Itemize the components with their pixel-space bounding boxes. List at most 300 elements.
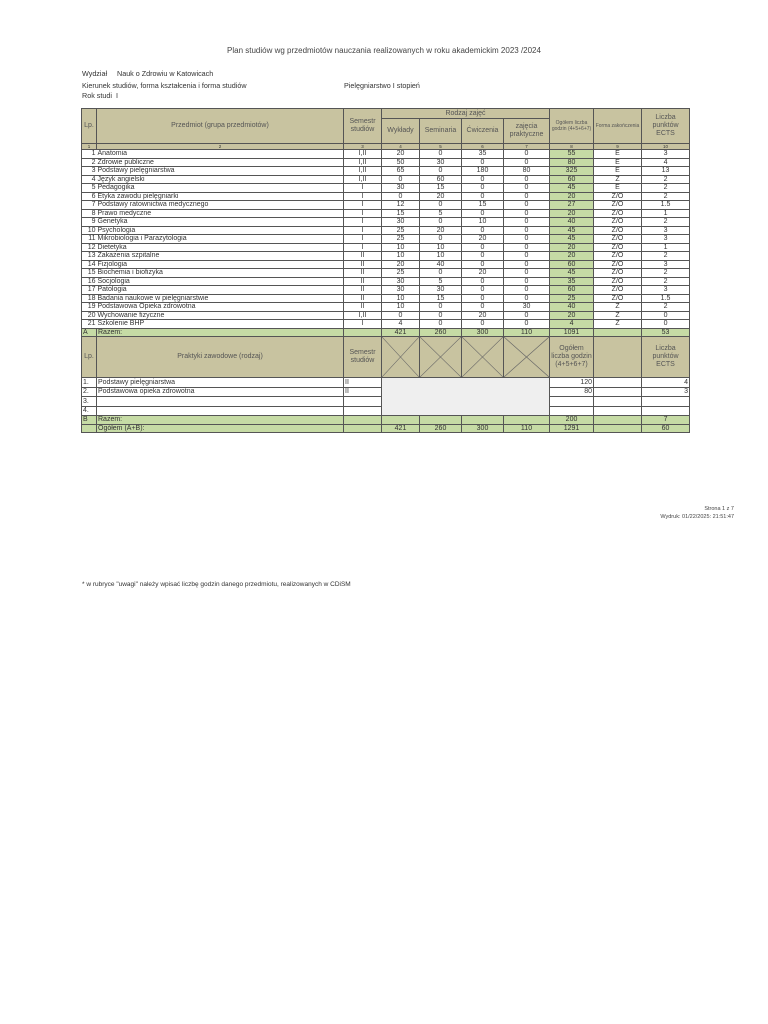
row-practical: 0 xyxy=(504,243,550,252)
row-form: Z/O xyxy=(594,209,642,218)
row-semester: II xyxy=(344,286,382,295)
row-form: Z/O xyxy=(594,269,642,278)
row-ects: 2 xyxy=(642,277,690,286)
row-subject: Genetyka xyxy=(97,218,344,227)
row-lp: 17 xyxy=(82,286,97,295)
row-lectures: 20 xyxy=(382,260,420,269)
row-practical: 0 xyxy=(504,311,550,320)
row-form: Z/O xyxy=(594,252,642,261)
row-subject: Prawo medyczne xyxy=(97,209,344,218)
row-lp: 5 xyxy=(82,184,97,193)
table-row xyxy=(82,294,690,303)
row-total-hours: 27 xyxy=(550,201,594,210)
grand-total-lectures: 421 xyxy=(382,424,420,433)
col-header-semester: Semestr studiów xyxy=(344,109,382,144)
row-lectures: 25 xyxy=(382,226,420,235)
row-subject: Szkolenie BHP xyxy=(97,320,344,329)
table-row xyxy=(82,311,690,320)
sum-b-empty xyxy=(382,416,420,425)
grand-total-lp xyxy=(82,424,97,433)
table-row xyxy=(82,218,690,227)
table-row xyxy=(82,260,690,269)
row-lectures: 25 xyxy=(382,269,420,278)
row-semester: I xyxy=(344,209,382,218)
sum-b-total-hours: 200 xyxy=(550,416,594,425)
row-ects: 0 xyxy=(642,311,690,320)
grand-total-practical: 110 xyxy=(504,424,550,433)
row-form: Z/O xyxy=(594,226,642,235)
row-ects: 0 xyxy=(642,320,690,329)
row-semester: I xyxy=(344,235,382,244)
practice-row xyxy=(82,378,690,388)
row-form: Z/O xyxy=(594,286,642,295)
row-practical: 0 xyxy=(504,201,550,210)
row-subject: Anatomia xyxy=(97,150,344,159)
column-number: 6 xyxy=(462,144,504,150)
row-ects: 3 xyxy=(642,226,690,235)
row-total-hours: 40 xyxy=(550,303,594,312)
row-subject: Wychowanie fizyczne xyxy=(97,311,344,320)
row-subject: Badania naukowe w pielęgniarstwie xyxy=(97,294,344,303)
table-row xyxy=(82,201,690,210)
faculty-label: Wydział xyxy=(82,69,108,78)
row-lp: 3 xyxy=(82,167,97,176)
row-lectures: 30 xyxy=(382,184,420,193)
row-seminars: 0 xyxy=(420,320,462,329)
row-practical: 30 xyxy=(504,303,550,312)
row-lp: 12 xyxy=(82,243,97,252)
row-semester: I xyxy=(344,243,382,252)
table-row xyxy=(82,167,690,176)
row-practical: 0 xyxy=(504,192,550,201)
grand-total-semester xyxy=(344,424,382,433)
row-lectures: 50 xyxy=(382,158,420,167)
row-lectures: 0 xyxy=(382,175,420,184)
row-seminars: 5 xyxy=(420,277,462,286)
column-number: 4 xyxy=(382,144,420,150)
row-form: Z xyxy=(594,311,642,320)
row-ects: 1.5 xyxy=(642,201,690,210)
row-seminars: 0 xyxy=(420,201,462,210)
practice-semester xyxy=(344,397,382,407)
row-lectures: 0 xyxy=(382,311,420,320)
sum-a-total-hours: 1091 xyxy=(550,328,594,337)
row-lp: 21 xyxy=(82,320,97,329)
row-lectures: 30 xyxy=(382,218,420,227)
row-semester: I,II xyxy=(344,150,382,159)
cross-mark-icon xyxy=(420,337,461,377)
sum-a-lectures: 421 xyxy=(382,328,420,337)
row-total-hours: 45 xyxy=(550,235,594,244)
faculty-line xyxy=(82,69,213,78)
row-semester: I,II xyxy=(344,158,382,167)
row-form: Z/O xyxy=(594,201,642,210)
table-row xyxy=(82,226,690,235)
sum-row-a xyxy=(82,328,690,337)
row-exercises: 20 xyxy=(462,311,504,320)
row-total-hours: 325 xyxy=(550,167,594,176)
row-ects: 3 xyxy=(642,260,690,269)
table-row xyxy=(82,235,690,244)
row-total-hours: 45 xyxy=(550,226,594,235)
practice-ects: 4 xyxy=(642,378,690,388)
table-row xyxy=(82,209,690,218)
practice-semester: II xyxy=(344,387,382,397)
document-title: Plan studiów wg przedmiotów nauczania realizowanych w roku akademickim 2023 /2024 xyxy=(227,46,541,55)
row-seminars: 60 xyxy=(420,175,462,184)
printout-timestamp: Wydruk: 01/22/2025: 21:51:47 xyxy=(660,514,734,520)
practice-total-hours: 120 xyxy=(550,378,594,388)
row-semester: I xyxy=(344,184,382,193)
column-number: 10 xyxy=(642,144,690,150)
col-header-lp: Lp. xyxy=(82,109,97,144)
practice-form xyxy=(594,387,642,397)
row-ects: 2 xyxy=(642,303,690,312)
row-seminars: 0 xyxy=(420,218,462,227)
row-lp: 16 xyxy=(82,277,97,286)
row-subject: Patologia xyxy=(97,286,344,295)
row-total-hours: 45 xyxy=(550,269,594,278)
row-total-hours: 60 xyxy=(550,286,594,295)
row-lectures: 10 xyxy=(382,243,420,252)
row-semester: I xyxy=(344,218,382,227)
row-practical: 0 xyxy=(504,320,550,329)
row-lp: 15 xyxy=(82,269,97,278)
row-exercises: 0 xyxy=(462,286,504,295)
row-ects: 2 xyxy=(642,184,690,193)
sum-a-form xyxy=(594,328,642,337)
faculty-value: Nauk o Zdrowiu w Katowicach xyxy=(117,69,214,78)
table-row xyxy=(82,150,690,159)
row-ects: 1 xyxy=(642,209,690,218)
row-exercises: 20 xyxy=(462,269,504,278)
table-row xyxy=(82,252,690,261)
table-row xyxy=(82,192,690,201)
row-semester: II xyxy=(344,252,382,261)
row-semester: I,II xyxy=(344,311,382,320)
column-number: 9 xyxy=(594,144,642,150)
sum-b-form xyxy=(594,416,642,425)
row-subject: Psychologia xyxy=(97,226,344,235)
row-exercises: 0 xyxy=(462,158,504,167)
row-ects: 2 xyxy=(642,269,690,278)
practice-lp: 4. xyxy=(82,406,97,416)
row-semester: I xyxy=(344,192,382,201)
row-practical: 0 xyxy=(504,184,550,193)
row-ects: 1 xyxy=(642,243,690,252)
practice-ects xyxy=(642,397,690,407)
practice-total-hours xyxy=(550,406,594,416)
grand-total-label: Ogółem (A+B): xyxy=(97,424,344,433)
sum-b-empty xyxy=(504,416,550,425)
row-lectures: 25 xyxy=(382,235,420,244)
table-row xyxy=(82,184,690,193)
row-form: E xyxy=(594,150,642,159)
practice-form xyxy=(594,406,642,416)
practice-ects xyxy=(642,406,690,416)
row-total-hours: 20 xyxy=(550,252,594,261)
row-seminars: 20 xyxy=(420,226,462,235)
cross-mark-icon xyxy=(382,337,419,377)
row-semester: II xyxy=(344,303,382,312)
row-form: Z/O xyxy=(594,218,642,227)
cross-mark-icon xyxy=(462,337,503,377)
row-lp: 9 xyxy=(82,218,97,227)
sum-a-ects: 53 xyxy=(642,328,690,337)
row-exercises: 0 xyxy=(462,303,504,312)
practice-header-semester: Semestr studiów xyxy=(344,337,382,378)
row-semester: I,II xyxy=(344,167,382,176)
row-ects: 2 xyxy=(642,218,690,227)
practice-lp: 1. xyxy=(82,378,97,388)
row-subject: Fizjologia xyxy=(97,260,344,269)
row-lp: 8 xyxy=(82,209,97,218)
study-plan-table xyxy=(81,108,690,433)
row-practical: 0 xyxy=(504,218,550,227)
row-form: Z/O xyxy=(594,243,642,252)
grand-total-form xyxy=(594,424,642,433)
practice-header-form xyxy=(594,337,642,378)
row-total-hours: 20 xyxy=(550,311,594,320)
year-value: I xyxy=(116,91,118,100)
sum-b-empty xyxy=(344,416,382,425)
row-semester: II xyxy=(344,294,382,303)
table-row xyxy=(82,277,690,286)
row-seminars: 30 xyxy=(420,286,462,295)
row-lectures: 30 xyxy=(382,277,420,286)
row-subject: Podstawy ratownictwa medycznego xyxy=(97,201,344,210)
row-seminars: 0 xyxy=(420,150,462,159)
row-semester: I xyxy=(344,320,382,329)
col-header-subject: Przedmiot (grupa przedmiotów) xyxy=(97,109,344,144)
footnote: * w rubryce "uwagi" należy wpisać liczbę godzin danego przedmiotu, realizowanych w CDiSM xyxy=(82,581,351,588)
direction-line xyxy=(82,81,420,90)
row-seminars: 10 xyxy=(420,243,462,252)
row-ects: 1.5 xyxy=(642,294,690,303)
row-exercises: 0 xyxy=(462,252,504,261)
row-seminars: 0 xyxy=(420,311,462,320)
practice-header-total-hours: Ogółem liczba godzin (4+5+6+7) xyxy=(550,337,594,378)
row-subject: Pedagogika xyxy=(97,184,344,193)
row-form: Z/O xyxy=(594,294,642,303)
row-total-hours: 20 xyxy=(550,243,594,252)
row-lp: 20 xyxy=(82,311,97,320)
row-lp: 10 xyxy=(82,226,97,235)
row-total-hours: 20 xyxy=(550,209,594,218)
row-practical: 0 xyxy=(504,277,550,286)
row-exercises: 0 xyxy=(462,294,504,303)
row-subject: Socjologia xyxy=(97,277,344,286)
table-row xyxy=(82,286,690,295)
row-subject: Dietetyka xyxy=(97,243,344,252)
row-form: Z xyxy=(594,320,642,329)
practice-total-hours: 80 xyxy=(550,387,594,397)
row-lectures: 65 xyxy=(382,167,420,176)
row-total-hours: 25 xyxy=(550,294,594,303)
practice-lp: 3. xyxy=(82,397,97,407)
row-lp: 18 xyxy=(82,294,97,303)
row-exercises: 0 xyxy=(462,260,504,269)
row-lectures: 10 xyxy=(382,294,420,303)
col-header-lectures: Wykłady xyxy=(382,119,420,144)
row-lp: 1 xyxy=(82,150,97,159)
row-form: Z xyxy=(594,303,642,312)
sum-a-seminars: 260 xyxy=(420,328,462,337)
row-form: E xyxy=(594,167,642,176)
row-total-hours: 80 xyxy=(550,158,594,167)
row-form: Z/O xyxy=(594,235,642,244)
col-header-exercises: Ćwiczenia xyxy=(462,119,504,144)
column-number: 7 xyxy=(504,144,550,150)
row-seminars: 20 xyxy=(420,192,462,201)
row-lp: 19 xyxy=(82,303,97,312)
row-lectures: 10 xyxy=(382,252,420,261)
row-ects: 13 xyxy=(642,167,690,176)
column-number: 3 xyxy=(344,144,382,150)
sum-a-exercises: 300 xyxy=(462,328,504,337)
row-exercises: 180 xyxy=(462,167,504,176)
practice-form xyxy=(594,397,642,407)
practice-empty-block xyxy=(382,378,550,416)
row-seminars: 40 xyxy=(420,260,462,269)
row-ects: 2 xyxy=(642,192,690,201)
sum-b-lp: B xyxy=(82,416,97,425)
practice-lp: 2. xyxy=(82,387,97,397)
table-row xyxy=(82,175,690,184)
row-semester: I xyxy=(344,201,382,210)
practice-semester xyxy=(344,406,382,416)
practice-subject xyxy=(97,397,344,407)
practice-header-row xyxy=(82,337,690,378)
row-total-hours: 40 xyxy=(550,218,594,227)
table-row xyxy=(82,269,690,278)
year-line xyxy=(82,91,118,100)
col-header-kind: Rodzaj zajęć xyxy=(382,109,550,119)
row-ects: 3 xyxy=(642,150,690,159)
row-exercises: 0 xyxy=(462,175,504,184)
sum-b-ects: 7 xyxy=(642,416,690,425)
row-lp: 7 xyxy=(82,201,97,210)
row-lectures: 0 xyxy=(382,192,420,201)
crossed-out-cell xyxy=(462,337,504,378)
column-number: 1 xyxy=(82,144,97,150)
col-header-practical: zajęcia praktyczne xyxy=(504,119,550,144)
row-subject: Język angielski xyxy=(97,175,344,184)
row-lp: 6 xyxy=(82,192,97,201)
year-label: Rok studi xyxy=(82,91,112,100)
sum-b-label: Razem: xyxy=(97,416,344,425)
crossed-out-cell xyxy=(504,337,550,378)
practice-header-subject: Praktyki zawodowe (rodzaj) xyxy=(97,337,344,378)
col-header-ects: Liczba punktów ECTS xyxy=(642,109,690,144)
row-total-hours: 20 xyxy=(550,192,594,201)
grand-total-ects: 60 xyxy=(642,424,690,433)
practice-subject xyxy=(97,406,344,416)
cross-mark-icon xyxy=(504,337,549,377)
sum-a-label: Razem: xyxy=(97,328,344,337)
row-seminars: 0 xyxy=(420,167,462,176)
table-row xyxy=(82,320,690,329)
row-practical: 0 xyxy=(504,235,550,244)
row-subject: Biochemia i biofizyka xyxy=(97,269,344,278)
row-form: Z xyxy=(594,175,642,184)
row-practical: 0 xyxy=(504,294,550,303)
row-lp: 13 xyxy=(82,252,97,261)
table-row xyxy=(82,158,690,167)
practice-form xyxy=(594,378,642,388)
row-practical: 0 xyxy=(504,226,550,235)
row-practical: 0 xyxy=(504,286,550,295)
row-form: E xyxy=(594,158,642,167)
row-practical: 0 xyxy=(504,175,550,184)
row-lectures: 30 xyxy=(382,286,420,295)
practice-subject: Podstawy pielęgniarstwa xyxy=(97,378,344,388)
grand-total-hours: 1291 xyxy=(550,424,594,433)
row-lp: 14 xyxy=(82,260,97,269)
row-subject: Zdrowie publiczne xyxy=(97,158,344,167)
row-exercises: 0 xyxy=(462,320,504,329)
practice-ects: 3 xyxy=(642,387,690,397)
row-lectures: 20 xyxy=(382,150,420,159)
column-number: 2 xyxy=(97,144,344,150)
sum-a-practical: 110 xyxy=(504,328,550,337)
sum-a-lp: A xyxy=(82,328,97,337)
row-seminars: 0 xyxy=(420,303,462,312)
row-semester: II xyxy=(344,260,382,269)
row-form: E xyxy=(594,184,642,193)
row-subject: Etyka zawodu pielęgniarki xyxy=(97,192,344,201)
row-lectures: 4 xyxy=(382,320,420,329)
col-header-seminars: Seminaria xyxy=(420,119,462,144)
row-exercises: 0 xyxy=(462,226,504,235)
row-practical: 0 xyxy=(504,260,550,269)
row-ects: 2 xyxy=(642,252,690,261)
grand-total-exercises: 300 xyxy=(462,424,504,433)
page-info: Strona 1 z 7 xyxy=(704,506,734,512)
header-row-1 xyxy=(82,109,690,119)
row-ects: 2 xyxy=(642,175,690,184)
practice-total-hours xyxy=(550,397,594,407)
row-seminars: 15 xyxy=(420,294,462,303)
practice-semester: II xyxy=(344,378,382,388)
row-lectures: 15 xyxy=(382,209,420,218)
row-seminars: 0 xyxy=(420,235,462,244)
row-exercises: 35 xyxy=(462,150,504,159)
row-practical: 80 xyxy=(504,167,550,176)
row-seminars: 10 xyxy=(420,252,462,261)
sum-b-empty xyxy=(462,416,504,425)
row-semester: I xyxy=(344,226,382,235)
row-total-hours: 4 xyxy=(550,320,594,329)
crossed-out-cell xyxy=(382,337,420,378)
row-ects: 4 xyxy=(642,158,690,167)
row-lectures: 12 xyxy=(382,201,420,210)
row-practical: 0 xyxy=(504,252,550,261)
col-header-form: Forma zakończenia xyxy=(594,109,642,144)
sum-b-empty xyxy=(420,416,462,425)
practice-header-lp: Lp. xyxy=(82,337,97,378)
row-subject: Podstawy pielęgniarstwa xyxy=(97,167,344,176)
row-exercises: 0 xyxy=(462,277,504,286)
direction-value: Pielęgniarstwo I stopień xyxy=(344,81,420,90)
grand-total-seminars: 260 xyxy=(420,424,462,433)
sum-row-b xyxy=(82,416,690,425)
row-exercises: 10 xyxy=(462,218,504,227)
grand-total-row xyxy=(82,424,690,433)
column-number: 5 xyxy=(420,144,462,150)
row-exercises: 0 xyxy=(462,184,504,193)
col-header-total-hours: Ogółem liczba godzin (4+5+6+7) xyxy=(550,109,594,144)
